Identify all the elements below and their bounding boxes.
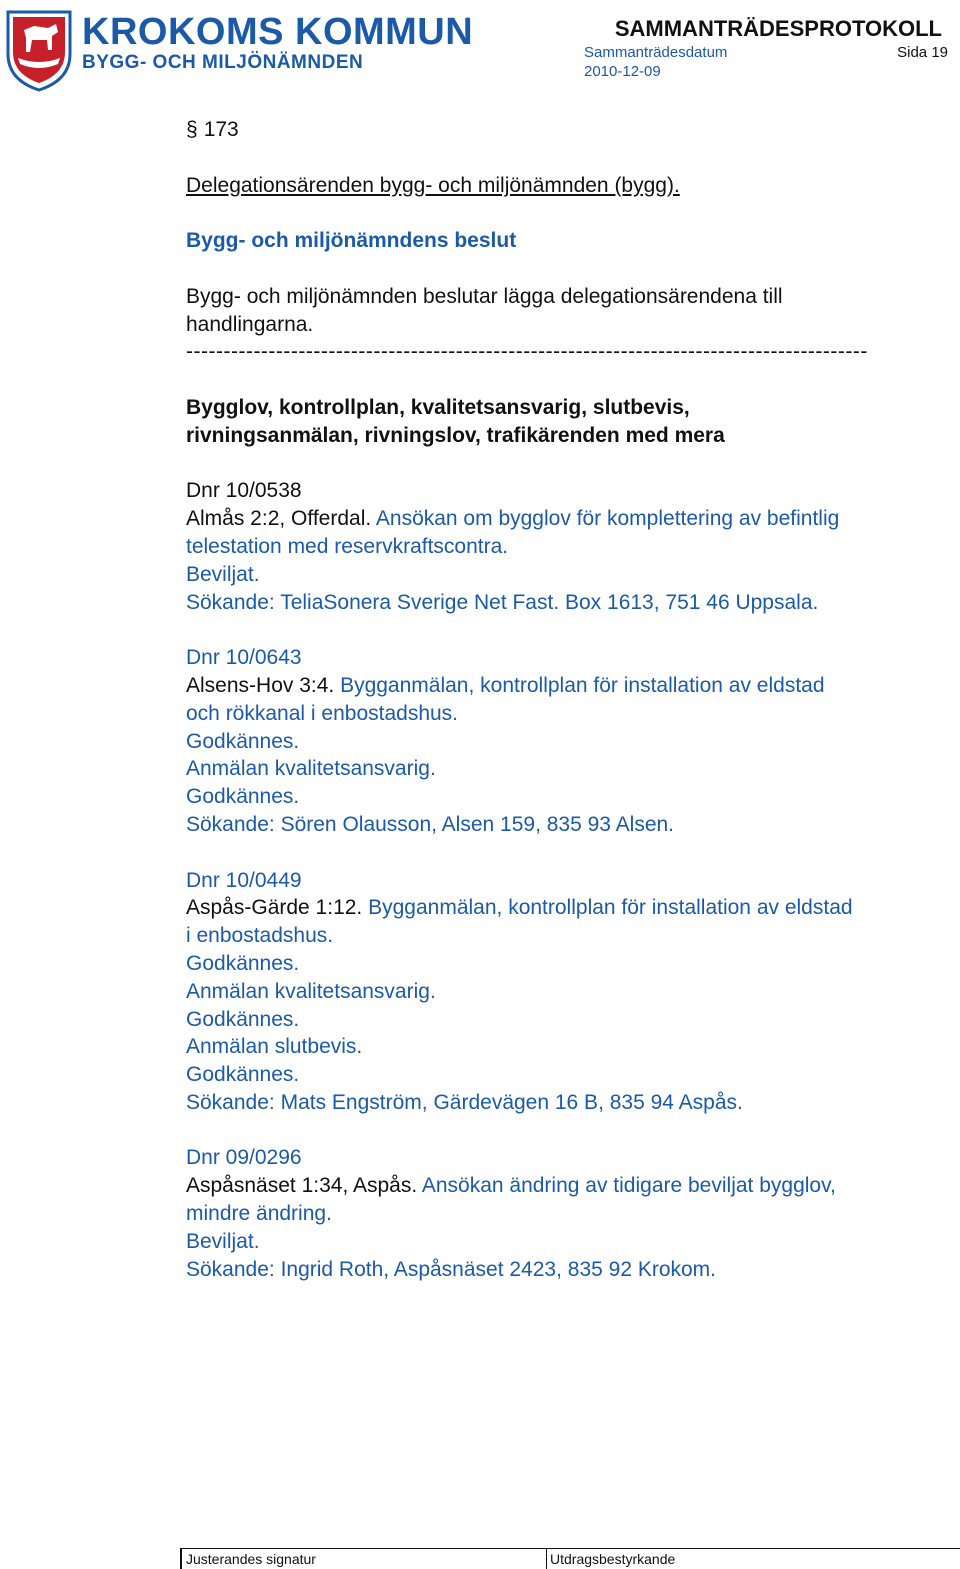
case-description-line-1 [186,894,956,922]
decision-text-line-1: Bygg- och miljönämnden beslutar lägga delegationsärendena till [186,284,783,308]
section-title: Delegationsärenden bygg- och miljönämnden (bygg). [186,173,680,197]
case-dnr: Dnr 10/0643 [186,646,302,670]
meeting-date-label: Sammanträdesdatum [584,44,728,61]
case-description-line-2: telestation med reservkraftscontra. [186,534,509,558]
case-description-line-2: mindre ändring. [186,1202,332,1226]
document-type: SAMMANTRÄDESPROTOKOLL [614,16,942,41]
case-applicant: Sökande: Mats Engström, Gärdevägen 16 B, 835 94 Aspås. [186,1090,743,1114]
case-block [186,644,956,839]
case-block [186,477,956,616]
case-item: Anmälan kvalitetsansvarig. [186,757,436,781]
separator-line: ------------------------------------------------------------------------------------------- [186,340,868,364]
organization-name: KROKOMS KOMMUN [82,11,474,53]
case-description-line-1 [186,505,956,533]
case-block [186,867,956,1117]
case-decision: Beviljat. [186,1229,260,1253]
page-number: Sida 19 [897,44,948,61]
meeting-date: 2010-12-09 [584,63,661,80]
signature-label: Justerandes signatur [186,1551,316,1567]
case-description: Bygganmälan, kontrollplan för installation av eldstad [334,673,825,697]
case-decision: Beviljat. [186,562,260,586]
protocol-body [186,116,956,1283]
case-decision: Godkännes. [186,785,300,809]
decision-heading: Bygg- och miljönämndens beslut [186,229,517,253]
case-applicant: Sökande: TeliaSonera Sverige Net Fast. Box 1613, 751 46 Uppsala. [186,590,819,614]
section-symbol: § [186,118,198,141]
topic-heading-line-1: Bygglov, kontrollplan, kvalitetsansvarig, slutbevis, [186,395,690,419]
case-description-line-2: i enbostadshus. [186,924,334,948]
page-footer [180,1548,960,1569]
case-applicant: Sökande: Ingrid Roth, Aspåsnäset 2423, 835 92 Krokom. [186,1257,717,1281]
case-description: Bygganmälan, kontrollplan för installation av eldstad [362,896,853,920]
section-number-value: 173 [203,118,239,141]
section-number [186,116,956,144]
case-decision: Godkännes. [186,1063,300,1087]
case-property: Almås 2:2, Offerdal. [186,507,372,531]
case-description: Ansökan ändring av tidigare beviljat bygglov, [417,1174,836,1198]
case-decision: Godkännes. [186,951,300,975]
case-property: Aspås-Gärde 1:12. [186,896,363,920]
case-dnr: Dnr 10/0538 [186,479,302,503]
case-item: Anmälan slutbevis. [186,1035,363,1059]
case-decision: Godkännes. [186,1007,300,1031]
case-decision: Godkännes. [186,729,300,753]
case-item: Anmälan kvalitetsansvarig. [186,979,436,1003]
case-dnr: Dnr 10/0449 [186,868,302,892]
case-description: Ansökan om bygglov för komplettering av befintlig [371,507,840,531]
case-block [186,1144,956,1283]
extract-certification-label: Utdragsbestyrkande [550,1551,676,1567]
case-property: Aspåsnäset 1:34, Aspås. [186,1174,418,1198]
case-description-line-1 [186,672,956,700]
case-description-line-1 [186,1172,956,1200]
footer-divider [546,1549,547,1569]
case-applicant: Sökande: Sören Olausson, Alsen 159, 835 93 Alsen. [186,812,675,836]
topic-heading-line-2: rivningsanmälan, rivningslov, trafikärenden med mera [186,423,725,447]
organization-subtitle: BYGG- OCH MILJÖNÄMNDEN [82,52,364,73]
case-property: Alsens-Hov 3:4. [186,673,335,697]
case-dnr: Dnr 09/0296 [186,1146,302,1170]
case-description-line-2: och rökkanal i enbostadshus. [186,701,459,725]
footer-divider [180,1549,182,1569]
krokom-coat-of-arms-icon [4,8,74,92]
decision-text-line-2: handlingarna. [186,312,314,336]
